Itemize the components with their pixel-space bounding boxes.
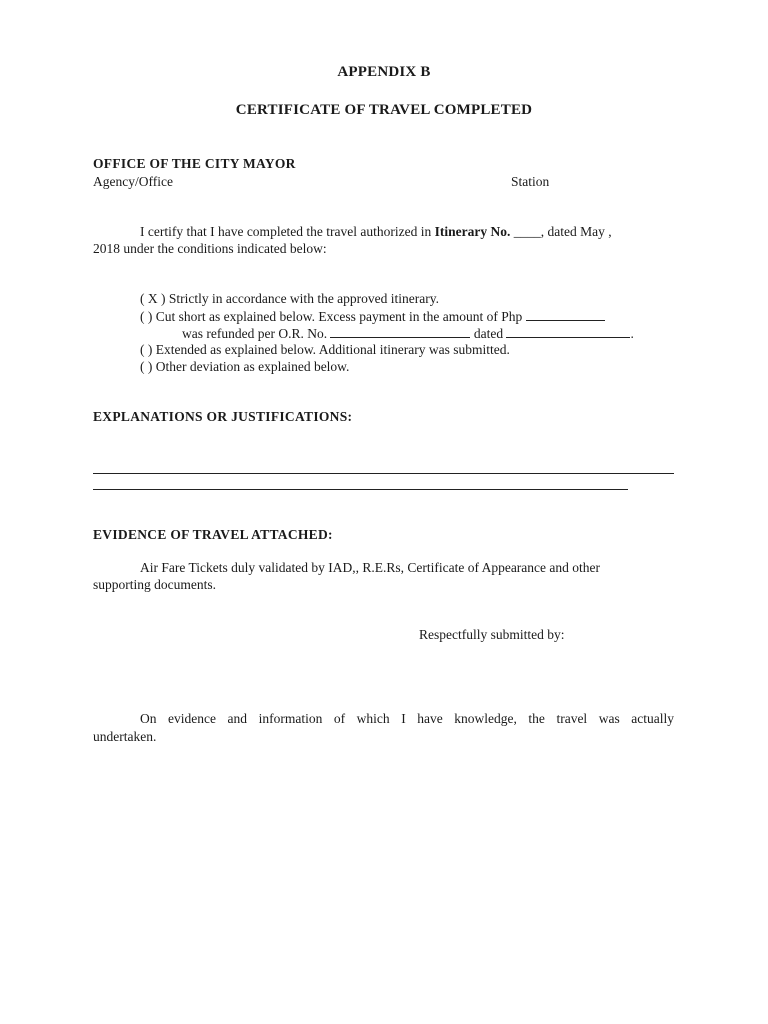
appendix-label: APPENDIX B bbox=[337, 64, 431, 80]
attestation-line-2: undertaken. bbox=[93, 729, 157, 744]
itinerary-label: Itinerary No. bbox=[434, 224, 511, 239]
office-name: OFFICE OF THE CITY MAYOR bbox=[93, 156, 296, 171]
certification-text-start: I certify that I have completed the travel authorized in bbox=[140, 224, 435, 239]
date-blank bbox=[506, 326, 630, 338]
agency-office-label: Agency/Office bbox=[93, 174, 173, 189]
explanation-line-2 bbox=[93, 489, 628, 490]
refund-text: was refunded per O.R. No. bbox=[182, 326, 331, 341]
condition-cut-short-continued bbox=[182, 326, 634, 341]
condition-extended: ( ) Extended as explained below. Additional itinerary was submitted. bbox=[140, 342, 510, 357]
condition-strict: ( X ) Strictly in accordance with the approved itinerary. bbox=[140, 291, 440, 306]
evidence-line-1: Air Fare Tickets duly validated by IAD,, R.E.Rs, Certificate of Appearance and other bbox=[140, 560, 601, 575]
amount-blank bbox=[526, 309, 605, 321]
attestation-line-1: On evidence and information of which I have knowledge, the travel was actually bbox=[140, 711, 674, 726]
period-text: . bbox=[630, 326, 634, 341]
evidence-line-2: supporting documents. bbox=[93, 577, 216, 592]
document-title: CERTIFICATE OF TRAVEL COMPLETED bbox=[235, 102, 533, 118]
explanations-heading: EXPLANATIONS OR JUSTIFICATIONS: bbox=[93, 409, 353, 424]
condition-cut-short bbox=[140, 309, 605, 324]
or-number-blank bbox=[330, 326, 470, 338]
dated-text: dated bbox=[470, 326, 507, 341]
certification-line-2: 2018 under the conditions indicated below: bbox=[93, 241, 327, 256]
explanation-line-1 bbox=[93, 473, 674, 474]
certification-text-end: ____, dated May , bbox=[510, 224, 612, 239]
certification-line-1 bbox=[140, 225, 674, 239]
respectfully-submitted-label: Respectfully submitted by: bbox=[419, 627, 565, 642]
condition-cut-short-text: ( ) Cut short as explained below. Excess payment in the amount of Php bbox=[140, 309, 526, 324]
evidence-heading: EVIDENCE OF TRAVEL ATTACHED: bbox=[93, 527, 333, 542]
condition-other-deviation: ( ) Other deviation as explained below. bbox=[140, 359, 350, 374]
station-label: Station bbox=[511, 174, 550, 189]
